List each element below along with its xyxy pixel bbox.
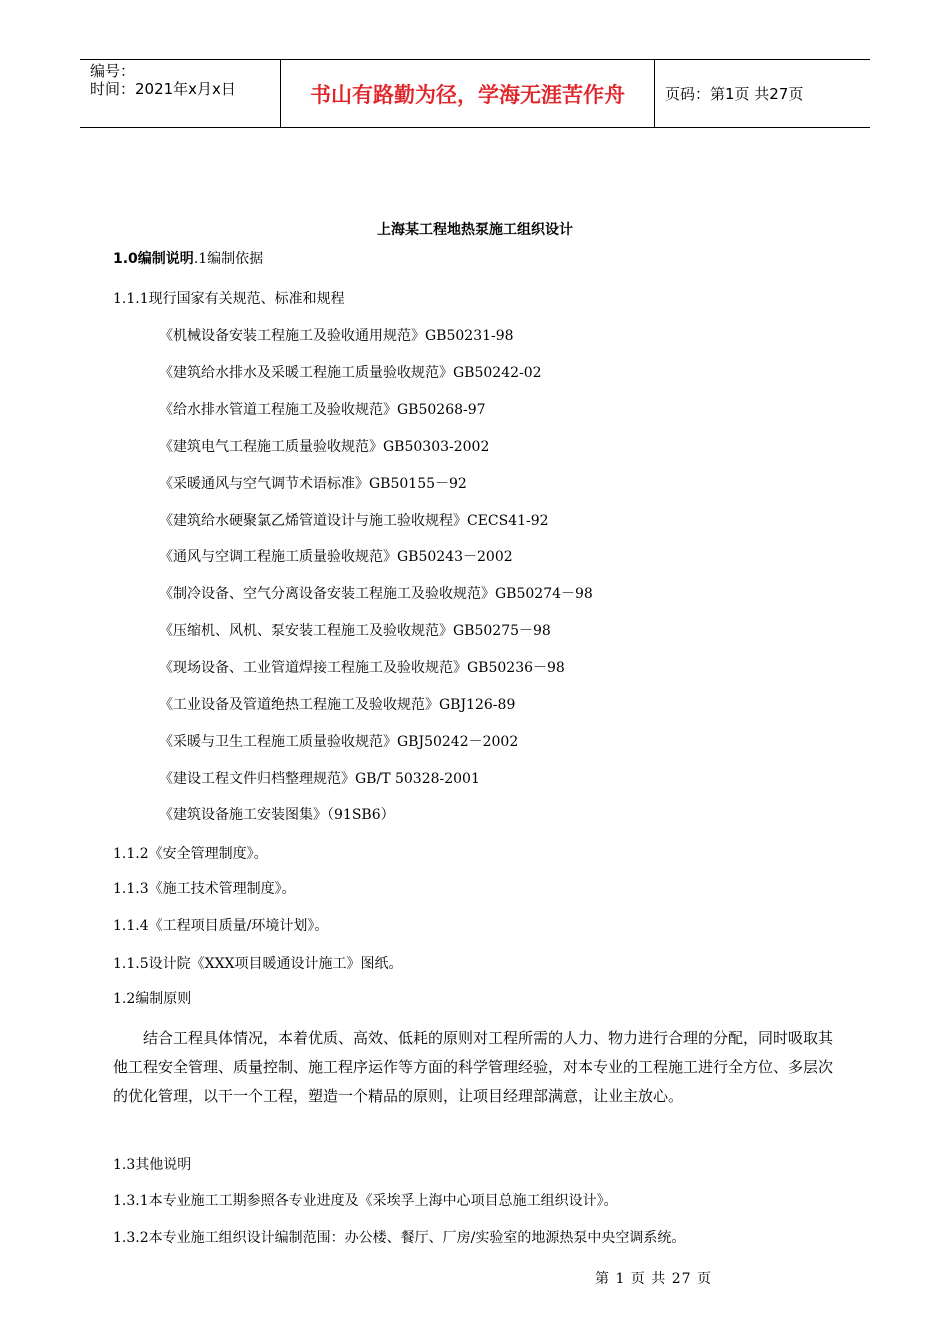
list-item: 《工业设备及管道绝热工程施工及验收规范》GBJ126-89 [159,697,516,713]
list-item: 1.1.4《工程项目质量/环境计划》。 [113,918,329,934]
page-footer: 第 1 页 共 27 页 [595,1271,712,1287]
header-meta [80,60,281,127]
list-item: 《给水排水管道工程施工及验收规范》GB50268-97 [159,402,486,418]
list-item: 《建筑设备施工安装图集》（91SB6） [159,807,395,823]
list-item: 《建筑电气工程施工质量验收规范》GB50303-2002 [159,439,490,455]
list-item: 《采暖通风与空气调节术语标准》GB50155－92 [159,476,467,492]
list-item: 1.3.1本专业施工工期参照各专业进度及《采埃孚上海中心项目总施工组织设计》。 [113,1193,618,1209]
section-heading-bold: 1.0编制说明 [113,251,194,267]
list-item: 《制冷设备、空气分离设备安装工程施工及验收规范》GB50274－98 [159,586,593,602]
section-heading [113,250,263,268]
list-item: 《建设工程文件归档整理规范》GB/T 50328-2001 [159,771,480,787]
list-item: 《建筑给水硬聚氯乙烯管道设计与施工验收规程》CECS41-92 [159,513,549,529]
list-item: 1.1.5设计院《XXX项目暖通设计施工》图纸。 [113,956,403,972]
header-motto: 书山有路勤为径，学海无涯苦作舟 [281,60,655,127]
section-heading-rest: .1编制依据 [193,251,264,267]
list-item: 《采暖与卫生工程施工质量验收规范》GBJ50242－2002 [159,734,519,750]
principle-paragraph: 结合工程具体情况，本着优质、高效、低耗的原则对工程所需的人力、物力进行合理的分配，同时吸取其他工程安全管理、质量控制、施工程序运作等方面的科学管理经验，对本专业的工程施工进行全方位、多层次的优化管理，以干一个工程，塑造一个精品的原则，让项目经理部满意，让业主放心。 [113,1029,834,1105]
time-label: 时间：2021年x月x日 [90,80,236,98]
number-label: 编号： [90,62,136,80]
list-item: 1.3其他说明 [113,1157,192,1173]
list-item: 1.1.1现行国家有关规范、标准和规程 [113,291,345,307]
list-item: 《通风与空调工程施工质量验收规范》GB50243－2002 [159,549,513,565]
list-item: 《建筑给水排水及采暖工程施工质量验收规范》GB50242-02 [159,365,542,381]
list-item: 1.1.2《安全管理制度》。 [113,846,268,862]
list-item: 1.3.2本专业施工组织设计编制范围：办公楼、餐厅、厂房/实验室的地源热泵中央空调系统。 [113,1230,686,1246]
list-item: 《机械设备安装工程施工及验收通用规范》GB50231-98 [159,328,514,344]
page-header [80,59,870,128]
list-item: 《现场设备、工业管道焊接工程施工及验收规范》GB50236－98 [159,660,565,676]
header-page-info: 页码：第1页 共27页 [665,85,804,103]
list-item: 《压缩机、风机、泵安装工程施工及验收规范》GB50275－98 [159,623,551,639]
list-item: 1.2编制原则 [113,991,192,1007]
document-title: 上海某工程地热泵施工组织设计 [377,222,573,238]
list-item: 1.1.3《施工技术管理制度》。 [113,881,296,897]
